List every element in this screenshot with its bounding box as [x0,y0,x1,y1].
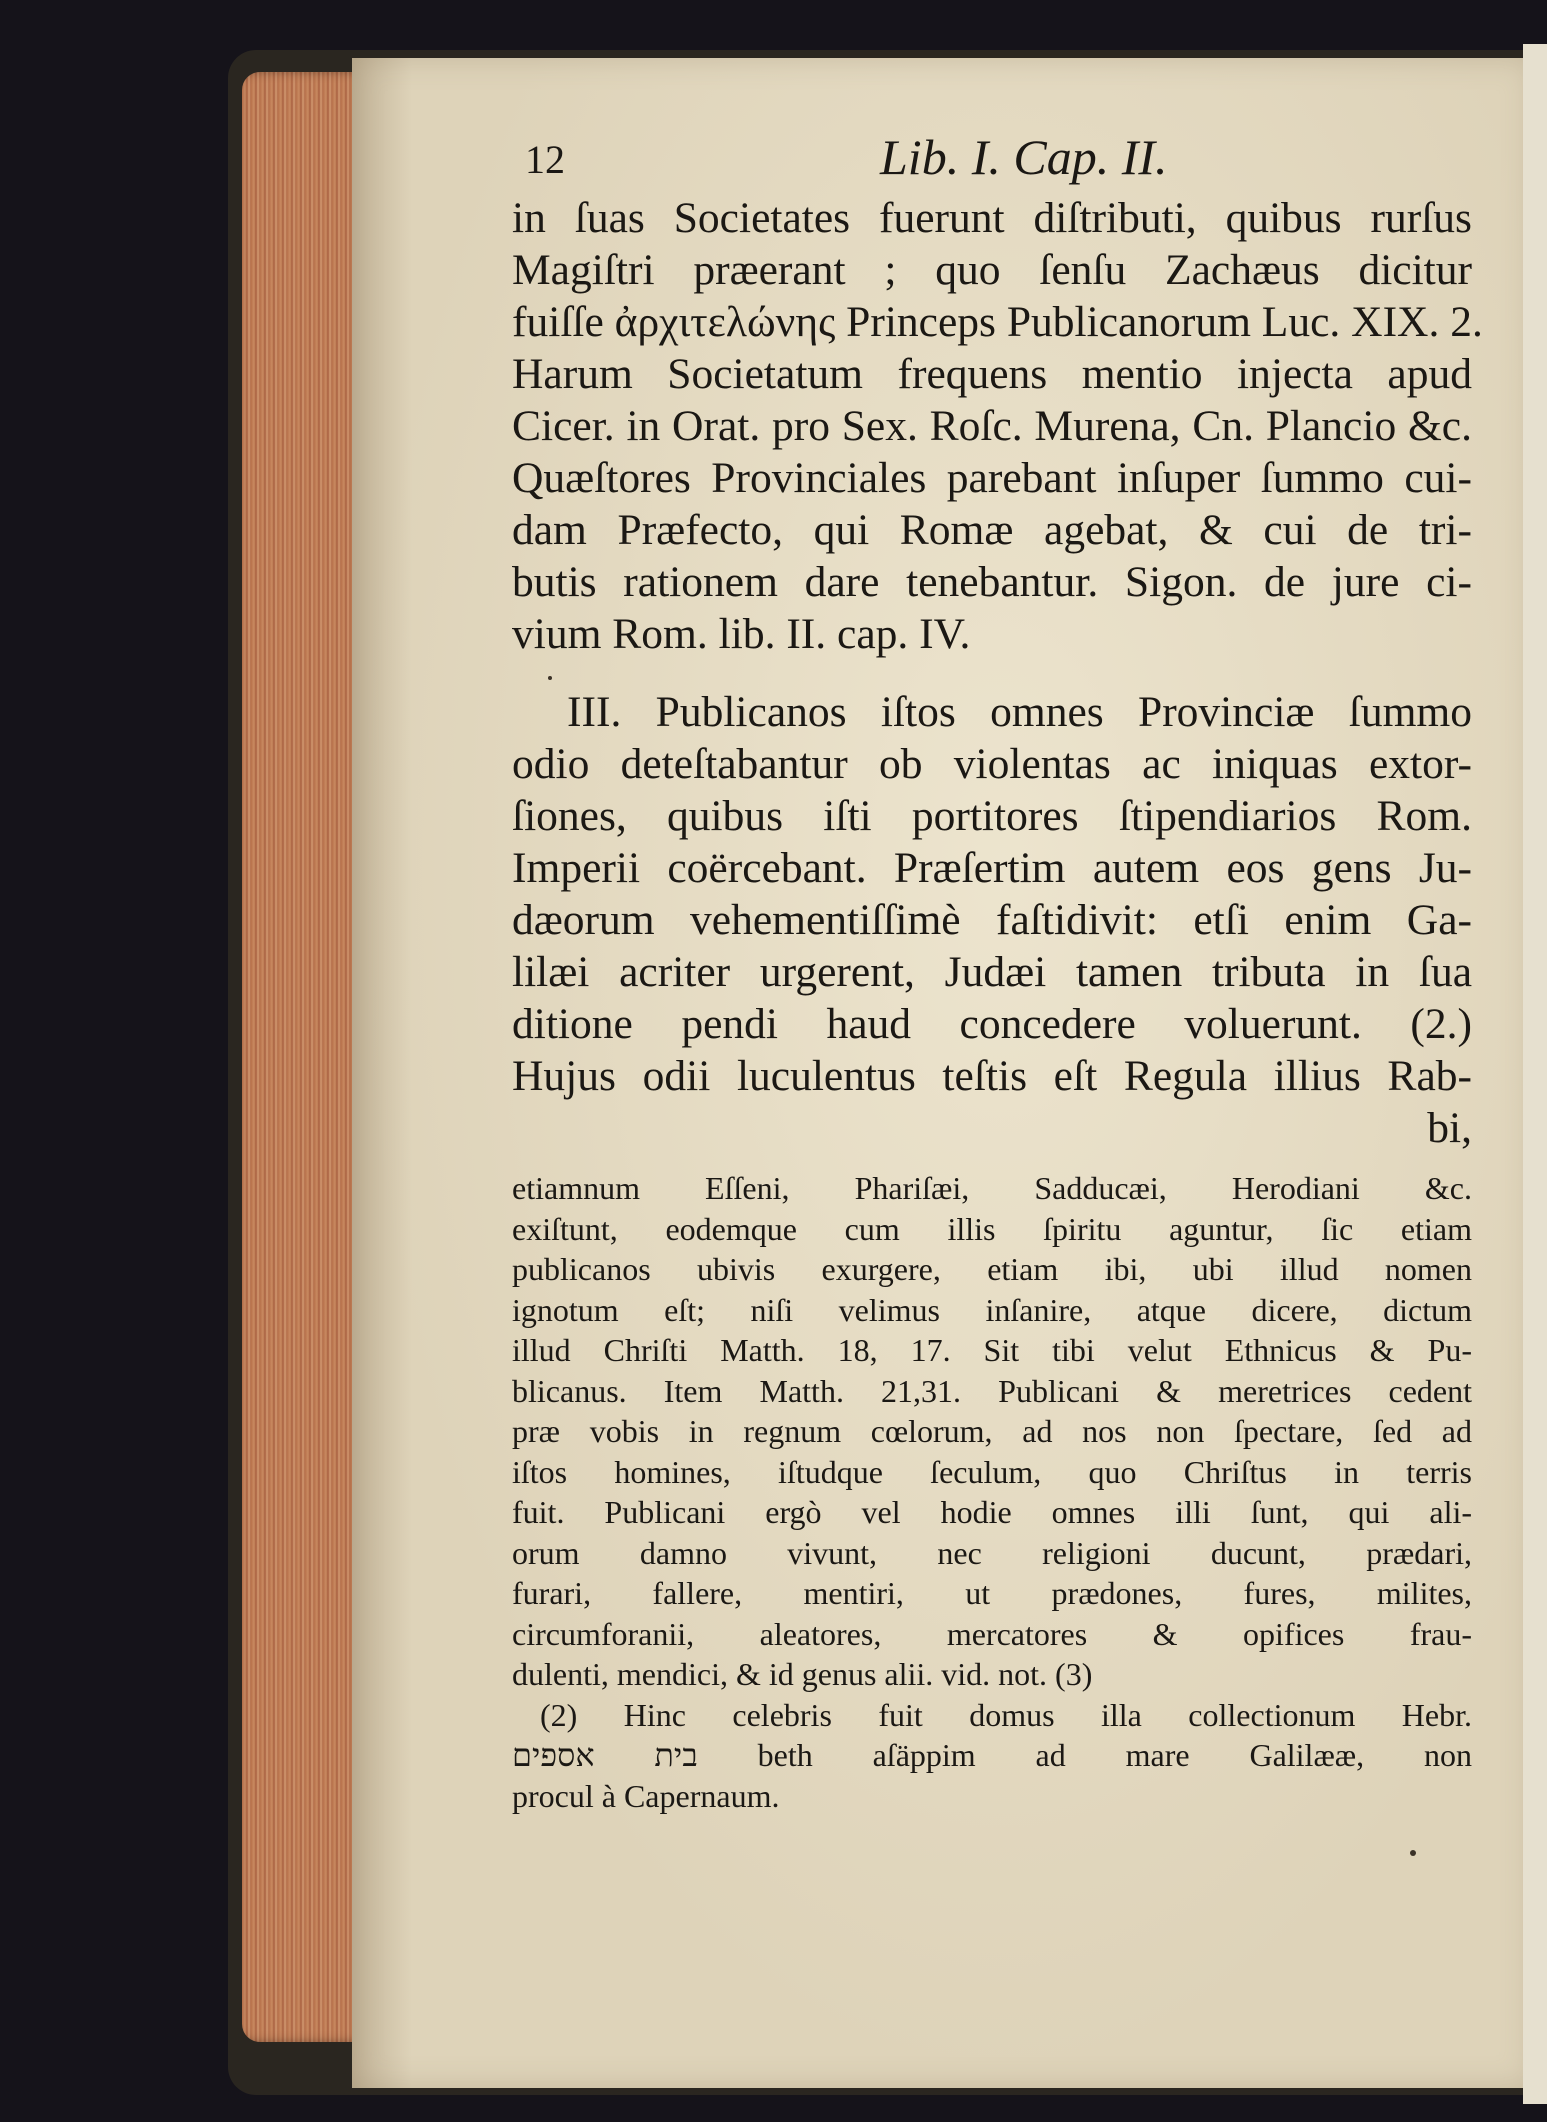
page-edges [242,72,364,2042]
footnote-line: circumforanii, aleatores, mercatores & opifices frau- [512,1615,1472,1652]
footnote-line: exiſtunt, eodemque cum illis ſpiritu aguntur, ſic etiam [512,1210,1472,1247]
text-line: dæorum vehementiſſimè faſtidivit: etſi enim Ga- [512,896,1472,944]
footnote-line: blicanus. Item Matth. 21,31. Publicani & meretrices cedent [512,1372,1472,1409]
text-line: Harum Societatum frequens mentio injecta apud [512,350,1472,398]
main-text-block [512,192,1483,1154]
text-line: ſiones, quibus iſti portitores ſtipendiarios Rom. [512,792,1472,840]
text-line: ditione pendi haud concedere voluerunt. (2.) [512,1000,1472,1048]
paper-speck [548,676,552,680]
footnote-line: orum damno vivunt, nec religioni ducunt, prædari, [512,1534,1472,1571]
footnote-line: etiamnum Eſſeni, Phariſæi, Sadducæi, Herodiani &c. [512,1170,1472,1206]
text-line: fuiſſe ἀρχιτελώνης Princeps Publicanorum Luc. XIX. 2. [512,298,1483,346]
text-line: vium Rom. lib. II. cap. IV. [512,610,971,658]
text-line: Quæſtores Provinciales parebant inſuper ſummo cui- [512,454,1472,502]
text-line: lilæi acriter urgerent, Judæi tamen tributa in ſua [512,948,1472,996]
catchword: bi, [1427,1104,1472,1152]
footnote-line: præ vobis in regnum cœlorum, ad nos non ſpectare, ſed ad [512,1413,1472,1449]
footnote-line: procul à Capernaum. [512,1777,780,1814]
footnote-line: fuit. Publicani ergò vel hodie omnes illi ſunt, qui ali- [512,1494,1472,1530]
footnote-line: iſtos homines, iſtudque ſeculum, quo Chriſtus in terris [512,1453,1472,1490]
footnote-line: ignotum eſt; niſi velimus inſanire, atque dicere, dictum [512,1291,1472,1328]
running-head: Lib. I. Cap. II. [880,129,1168,185]
text-line: Hujus odii luculentus teſtis eſt Regula illius Rab- [512,1052,1472,1100]
footnote-line: dulenti, mendici, & id genus alii. vid. not. (3) [512,1656,1093,1692]
text-line: Magiſtri præerant ; quo ſenſu Zachæus dicitur [512,246,1472,294]
footnote-line: בית אספים beth aſäppim ad mare Galilææ, non [512,1737,1473,1773]
text-line: Imperii coërcebant. Præſertim autem eos gens Ju- [512,844,1472,892]
text-line: odio deteſtabantur ob violentas ac iniquas extor- [512,740,1472,788]
text-line: III. Publicanos iſtos omnes Provinciæ ſummo [567,688,1472,736]
paper-speck [1410,1850,1416,1856]
footnotes-block [512,1168,1472,1816]
text-line: dam Præfecto, qui Romæ agebat, & cui de tri- [512,506,1472,554]
adjacent-page-strip [1523,44,1547,2104]
footnote-line: illud Chriſti Matth. 18, 17. Sit tibi velut Ethnicus & Pu- [512,1332,1472,1368]
paragraph-gap [512,660,1472,686]
page-header [525,128,1205,188]
text-line: in ſuas Societates fuerunt diſtributi, quibus rurſus [512,194,1472,242]
text-line: butis rationem dare tenebantur. Sigon. de jure ci- [512,558,1472,606]
text-line: Cicer. in Orat. pro Sex. Roſc. Murena, Cn. Plancio &c. [512,402,1472,450]
footnote-line: publicanos ubivis exurgere, etiam ibi, ubi illud nomen [512,1251,1472,1287]
page-number: 12 [525,137,565,182]
footnote-line: (2) Hinc celebris fuit domus illa collectionum Hebr. [540,1696,1472,1733]
footnote-line: furari, fallere, mentiri, ut prædones, fures, milites, [512,1575,1472,1611]
